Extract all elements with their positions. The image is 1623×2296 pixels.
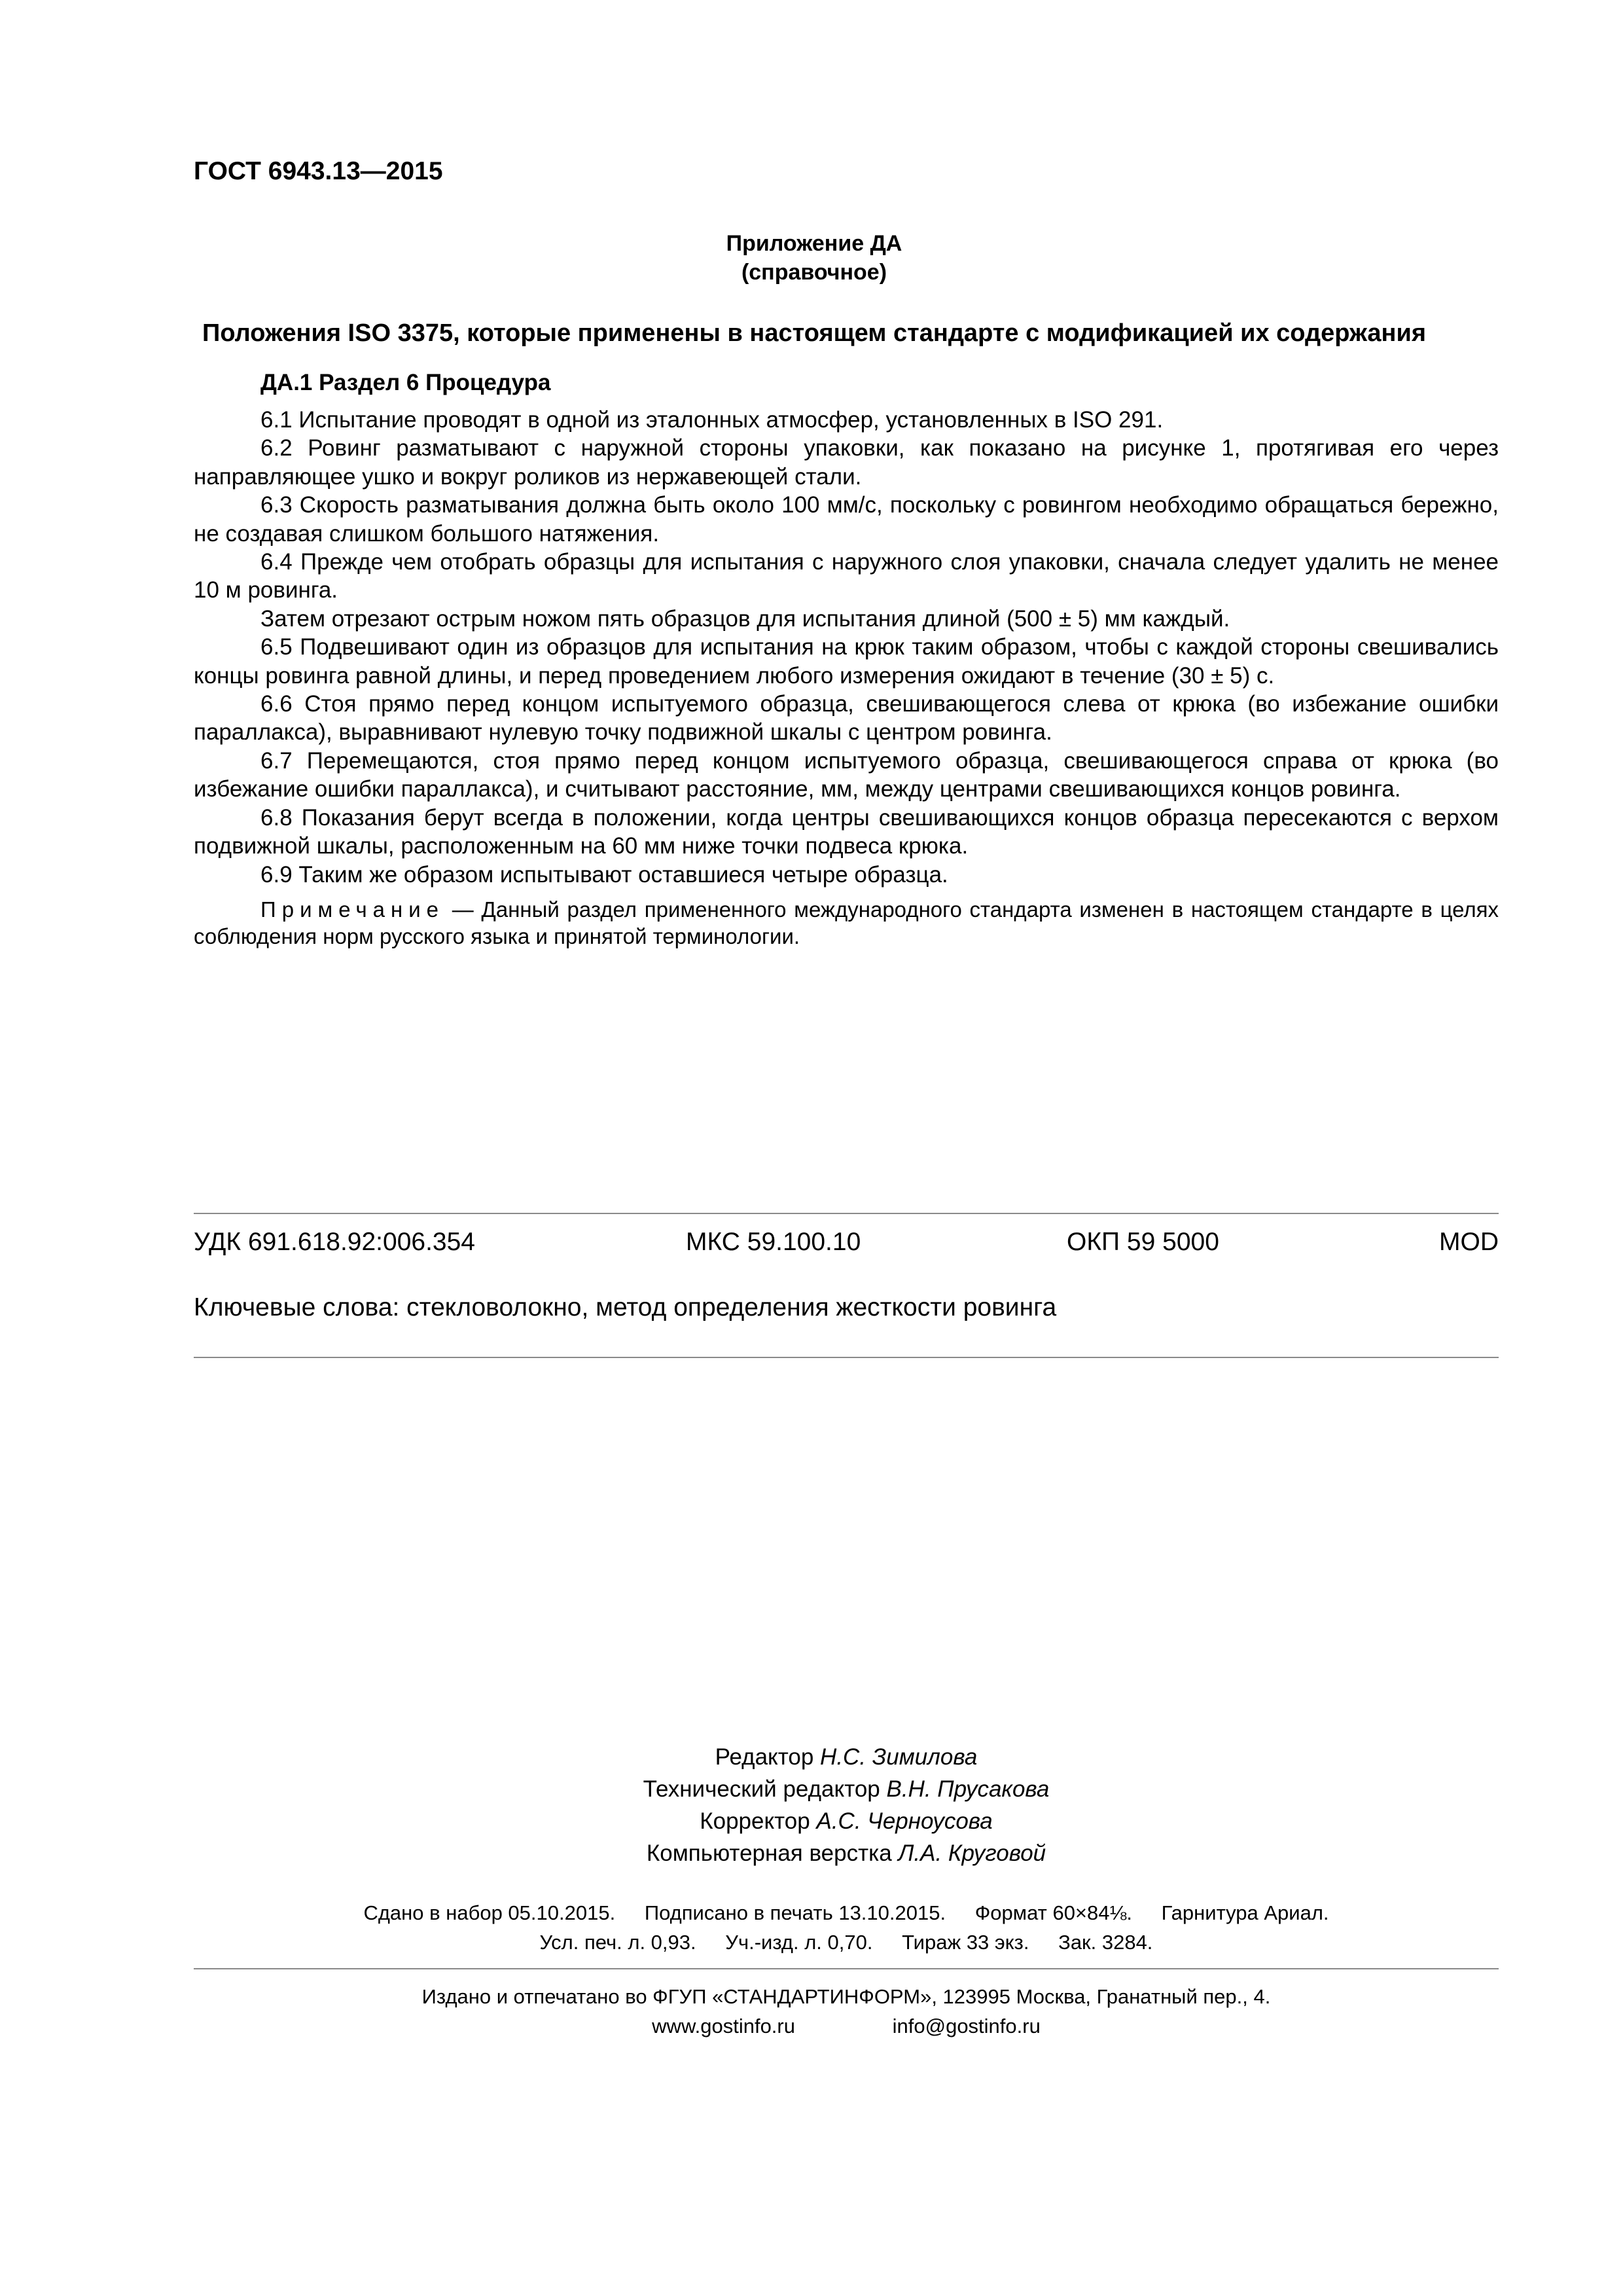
imprint bbox=[194, 1898, 1499, 1957]
imprint-publisher-sheets: Уч.-изд. л. 0,70. bbox=[725, 1931, 873, 1954]
website-link[interactable]: www.gostinfo.ru bbox=[652, 2015, 795, 2037]
credit-role: Редактор bbox=[715, 1744, 814, 1770]
credit-name: В.Н. Прусакова bbox=[886, 1776, 1050, 1802]
appendix-label: Приложение ДА bbox=[726, 231, 902, 256]
appendix-heading bbox=[194, 229, 1435, 287]
credit-layout bbox=[194, 1837, 1499, 1869]
imprint-format: Формат 60×84⅛. bbox=[974, 1901, 1132, 1924]
paragraph-6-4-cont: Затем отрезают острым ножом пять образцов для испытания длиной (500 ± 5) мм каждый. bbox=[260, 605, 1230, 632]
credit-role: Компьютерная верстка bbox=[646, 1840, 892, 1866]
divider-middle bbox=[194, 1357, 1499, 1358]
keywords: Ключевые слова: стекловолокно, метод определения жесткости ровинга bbox=[194, 1293, 1057, 1321]
paragraph-6-7: 6.7 Перемещаются, стоя прямо перед концом испытуемого образца, свешивающегося справа от крюка (во избежание ошибки параллакса), и считывают расстояние, мм, между центрами свешивающихся концов ровинга. bbox=[194, 747, 1499, 802]
appendix-type: (справочное) bbox=[741, 260, 887, 285]
imprint-typeset-date: Сдано в набор 05.10.2015. bbox=[363, 1901, 616, 1924]
mod-marker: MOD bbox=[1439, 1228, 1499, 1256]
publisher-info bbox=[194, 1982, 1499, 2041]
paragraph-6-5: 6.5 Подвешивают один из образцов для испытания на крюк таким образом, чтобы с каждой стороны свешивались концы ровинга равной длины, и перед проведением любого измерения ожидают в течение (30 ± 5) с. bbox=[194, 634, 1499, 689]
section-heading: ДА.1 Раздел 6 Процедура bbox=[260, 370, 551, 395]
paragraph-6-9: 6.9 Таким же образом испытывают оставшиеся четыре образца. bbox=[260, 861, 948, 888]
credit-role: Корректор bbox=[700, 1808, 810, 1834]
paragraph-6-6: 6.6 Стоя прямо перед концом испытуемого образца, свешивающегося слева от крюка (во избежание ошибки параллакса), выравнивают нулевую точку подвижной шкалы с центром ровинга. bbox=[194, 691, 1499, 745]
divider-top bbox=[194, 1213, 1499, 1214]
imprint-typeface: Гарнитура Ариал. bbox=[1161, 1901, 1329, 1924]
imprint-line-1 bbox=[194, 1898, 1499, 1928]
credit-name: Н.С. Зимилова bbox=[820, 1744, 978, 1770]
credit-name: Л.А. Круговой bbox=[898, 1840, 1046, 1866]
note-text: — Данный раздел примененного международного стандарта изменен в настоящем стандарте в целях соблюдения норм русского языка и принятой терминологии. bbox=[194, 897, 1499, 948]
credit-tech-editor bbox=[194, 1773, 1499, 1805]
publisher-address: Издано и отпечатано во ФГУП «СТАНДАРТИНФОРМ», 123995 Москва, Гранатный пер., 4. bbox=[421, 1985, 1271, 2008]
email-link[interactable]: info@gostinfo.ru bbox=[892, 2015, 1041, 2037]
document-code: ГОСТ 6943.13—2015 bbox=[194, 157, 443, 185]
note-label: Примечание bbox=[260, 897, 445, 922]
okp-code: ОКП 59 5000 bbox=[1067, 1228, 1219, 1256]
credit-name: А.С. Черноусова bbox=[816, 1808, 993, 1834]
credit-proofreader bbox=[194, 1805, 1499, 1837]
mks-code: МКС 59.100.10 bbox=[686, 1228, 861, 1256]
appendix-title: Положения ISO 3375, которые применены в настоящем стандарте с модификацией их содержания bbox=[202, 319, 1426, 347]
imprint-order-number: Зак. 3284. bbox=[1058, 1931, 1153, 1954]
paragraph-6-4: 6.4 Прежде чем отобрать образцы для испытания с наружного слоя упаковки, сначала следует удалить не менее 10 м ровинга. bbox=[194, 549, 1499, 603]
paragraph-6-8: 6.8 Показания берут всегда в положении, когда центры свешивающихся концов образца пересекаются с верхом подвижной шкалы, расположенным на 60 мм ниже точки подвеса крюка. bbox=[194, 804, 1499, 859]
procedure-text bbox=[194, 406, 1499, 889]
imprint-print-sheets: Усл. печ. л. 0,93. bbox=[539, 1931, 696, 1954]
paragraph-6-2: 6.2 Ровинг разматывают с наружной стороны упаковки, как показано на рисунке 1, протягивая его через направляющее ушко и вокруг роликов из нержавеющей стали. bbox=[194, 435, 1499, 490]
note bbox=[194, 896, 1499, 950]
publisher-contacts bbox=[194, 2011, 1499, 2041]
imprint-print-date: Подписано в печать 13.10.2015. bbox=[644, 1901, 946, 1924]
imprint-line-2 bbox=[194, 1928, 1499, 1957]
imprint-circulation: Тираж 33 экз. bbox=[902, 1931, 1029, 1954]
credit-editor bbox=[194, 1741, 1499, 1773]
udk-code: УДК 691.618.92:006.354 bbox=[194, 1228, 475, 1256]
credits bbox=[194, 1741, 1499, 1869]
paragraph-6-3: 6.3 Скорость разматывания должна быть около 100 мм/с, поскольку с ровингом необходимо обращаться бережно, не создавая слишком большого натяжения. bbox=[194, 492, 1499, 547]
divider-bottom bbox=[194, 1968, 1499, 1969]
paragraph-6-1: 6.1 Испытание проводят в одной из эталонных атмосфер, установленных в ISO 291. bbox=[260, 407, 1164, 433]
credit-role: Технический редактор bbox=[643, 1776, 880, 1802]
